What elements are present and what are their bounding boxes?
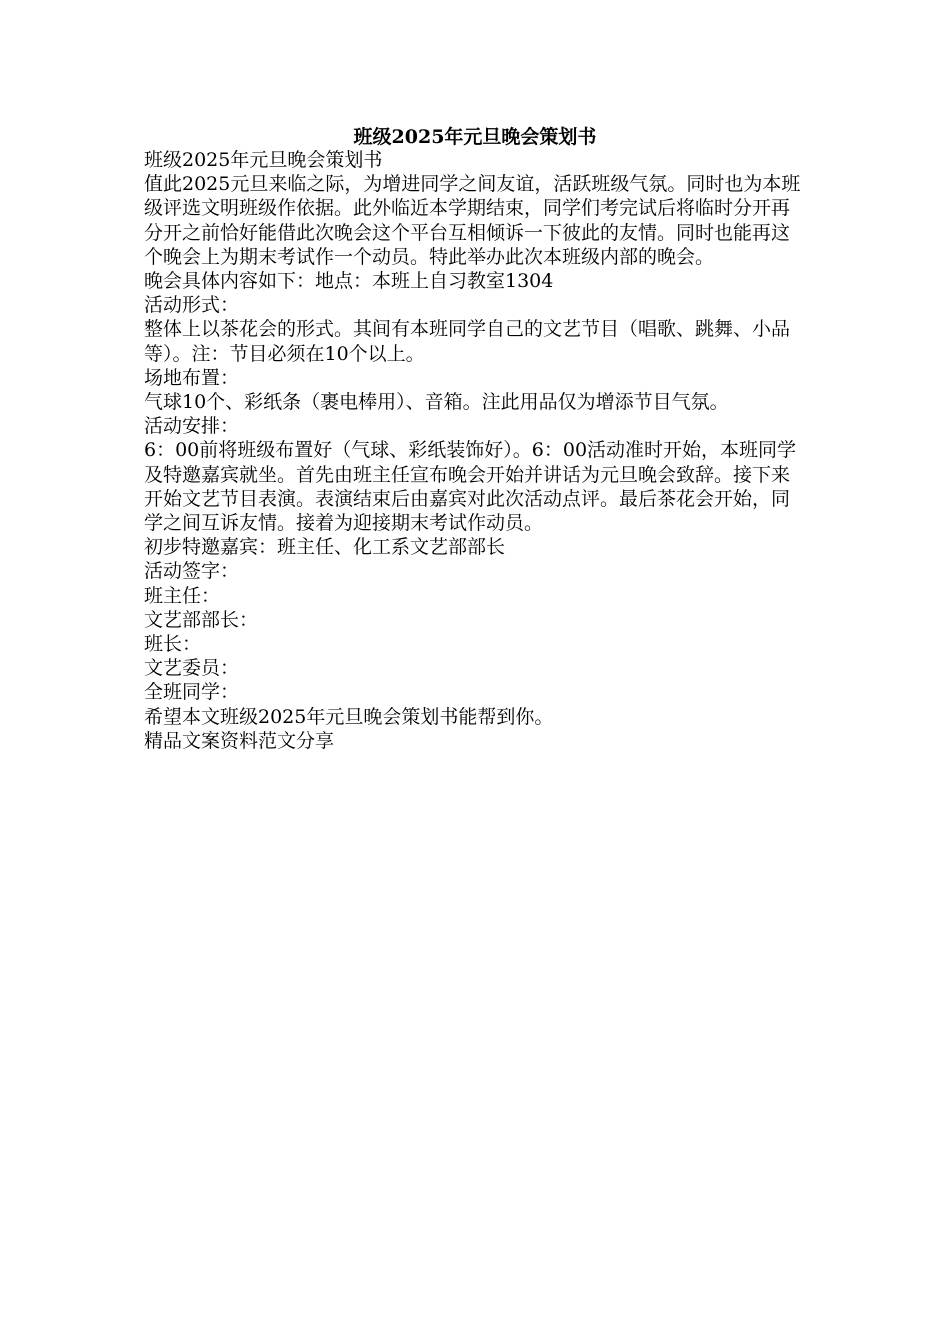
signature-all-students: 全班同学： [144, 681, 240, 704]
heading-signatures: 活动签字： [144, 560, 240, 583]
paragraph-footer: 精品文案资料范文分享 [144, 729, 335, 752]
paragraph-activity-form: 整体上以茶花会的形式。其间有本班同学自己的文艺节目（唱歌、跳舞、小品等）。注：节目必须在10个以上。 [144, 318, 791, 365]
heading-activity-form: 活动形式： [144, 294, 240, 317]
document-title: 班级2025年元旦晚会策划书 [353, 126, 597, 148]
signature-arts-committee: 文艺委员： [144, 657, 240, 680]
paragraph-intro: 值此2025元旦来临之际，为增进同学之间友谊，活跃班级气氛。同时也为本班级评选文明班级作依据。此外临近本学期结束，同学们考完试后将临时分开再分开之前恰好能借此次晚会这个平台互相倾诉一下彼此的友情。同时也能再这个晚会上为期末考试作一个动员。特此举办此次本班级内部的晚会。 [144, 173, 801, 268]
paragraph-location: 晚会具体内容如下：地点：本班上自习教室1304 [144, 270, 554, 293]
signature-head-teacher: 班主任： [144, 584, 221, 607]
paragraph-subtitle: 班级2025年元旦晚会策划书 [144, 149, 383, 171]
heading-venue-setup: 场地布置： [144, 366, 240, 389]
heading-schedule: 活动安排： [144, 415, 240, 438]
signature-arts-minister: 文艺部部长： [144, 608, 259, 631]
signature-class-monitor: 班长： [144, 633, 202, 656]
paragraph-venue-setup: 气球10个、彩纸条（裹电棒用）、音箱。注此用品仅为增添节目气氛。 [144, 391, 729, 414]
document-body [144, 148, 808, 753]
paragraph-guests: 初步特邀嘉宾：班主任、化工系文艺部部长 [144, 536, 506, 559]
paragraph-closing: 希望本文班级2025年元旦晚会策划书能帮到你。 [144, 705, 554, 728]
paragraph-schedule: 6：00前将班级布置好（气球、彩纸装饰好）。6：00活动准时开始，本班同学及特邀嘉宾就坐。首先由班主任宣布晚会开始并讲话为元旦晚会致辞。接下来开始文艺节目表演。表演结束后由嘉宾对此次活动点评。最后茶花会开始，同学之间互诉友情。接着为迎接期末考试作动员。 [144, 439, 797, 535]
